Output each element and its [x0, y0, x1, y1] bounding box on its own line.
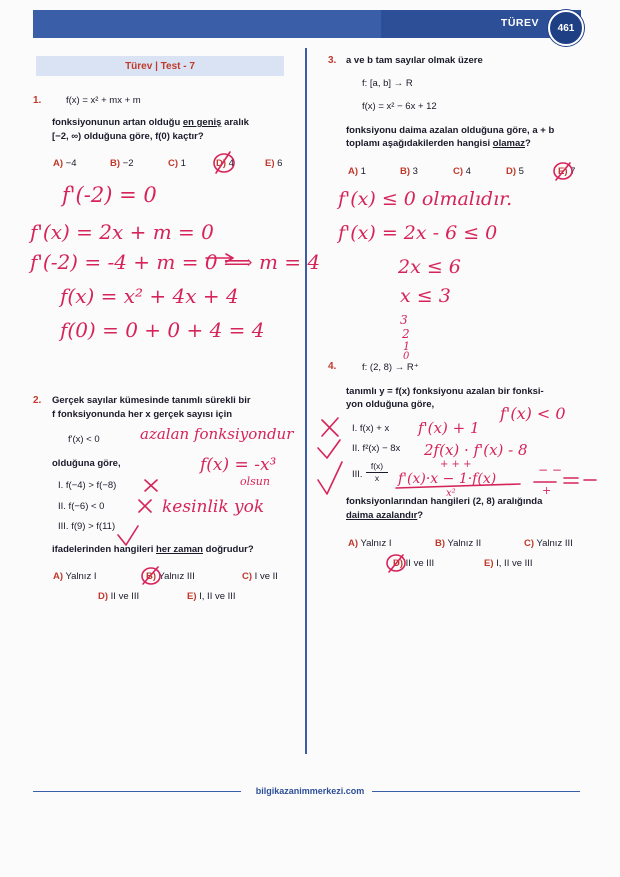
test-title: Türev | Test - 7 [36, 56, 284, 76]
option-value: 5 [518, 166, 524, 177]
q4-hw-n5: x² [446, 488, 456, 499]
option-value: 4 [228, 158, 234, 169]
q1-text-line2: [−2, ∞) olduğuna göre, f(0) kaçtır? [52, 131, 204, 142]
option-letter: A) [348, 538, 359, 549]
q3-text-a: toplamı aşağıdakilerden hangisi [346, 138, 493, 149]
option-value: Yalnız I [360, 538, 392, 549]
q4-question-line1: fonksiyonlarından hangileri (2, 8) aralığında [346, 496, 543, 507]
q3-hw-line2: f'(x) = 2x - 6 ≤ 0 [338, 222, 498, 244]
q2-line1: Gerçek sayılar kümesinde tanımlı sürekli bir [52, 395, 251, 406]
option-value: I, II ve III [199, 591, 236, 602]
q3-intro: a ve b tam sayılar olmak üzere [346, 55, 483, 66]
option-letter: B) [435, 538, 446, 549]
q1-hw-line3: f'(-2) = -4 + m = 0 ⟹ m = 4 [30, 250, 321, 274]
q3-text-b: ? [524, 138, 531, 149]
option-value: I, II ve III [496, 558, 533, 569]
q1-text-a: fonksiyonunun artan olduğu [52, 117, 183, 128]
q3-hw-line3: 2x ≤ 6 [398, 256, 461, 278]
q1-hw-line4: f(x) = x² + 4x + 4 [60, 284, 239, 308]
q3-function: f(x) = x² − 6x + 12 [362, 101, 437, 112]
option-value: 1 [180, 158, 186, 169]
q4-hw-n1: f'(x) < 0 [500, 404, 566, 423]
q1-answer-circle [214, 154, 234, 172]
q2-question-b: doğrudur? [203, 544, 254, 555]
q4-check-2 [318, 440, 340, 458]
q4-hw-equals [534, 478, 596, 483]
option-value: −2 [122, 158, 134, 169]
option-letter: A) [53, 571, 64, 582]
q2-cross-1 [145, 480, 157, 491]
q3-number: 3. [328, 55, 337, 66]
q4-fraction-denominator: x [374, 473, 380, 483]
q2-hw-note3: olsun [240, 475, 270, 488]
option-letter: D) [216, 158, 227, 169]
q1-text-underline: en geniş [182, 117, 222, 128]
option-value: 3 [412, 166, 418, 177]
q1-function: f(x) = x² + mx + m [66, 95, 141, 106]
option-value: Yalnız I [65, 571, 97, 582]
q4-item-1: I. f(x) + x [352, 423, 390, 434]
q1-hw-line5: f(0) = 0 + 0 + 4 = 4 [60, 318, 265, 342]
q4-line2: yon olduğuna göre, [346, 399, 435, 410]
q4-hw-n2: f'(x) + 1 [418, 419, 480, 437]
q3-hw-list-2: 2 [402, 327, 410, 341]
q4-number: 4. [328, 361, 337, 372]
q2-hw-note2: f(x) = -x³ [200, 455, 277, 475]
option-value: 6 [277, 158, 283, 169]
q3-text-underline: olamaz [492, 138, 525, 149]
q4-item-2: II. f²(x) − 8x [352, 443, 401, 454]
q1-hw-line1: f'(-2) = 0 [62, 183, 157, 207]
q2-cross-2 [139, 500, 151, 512]
q4-question-underline: daima azalandır [346, 510, 418, 521]
option-letter: D) [98, 591, 109, 602]
option-value: −4 [65, 158, 77, 169]
option-value: II ve III [405, 558, 435, 569]
q4-hw-n7: − − [538, 463, 562, 477]
q4-question-b: ? [417, 510, 424, 521]
q1-hw-line2: f'(x) = 2x + m = 0 [30, 220, 214, 244]
option-value: Yalnız III [536, 538, 573, 549]
q2-statement-2: II. f(−6) < 0 [58, 501, 105, 512]
option-letter: E) [187, 591, 197, 602]
q2-line2: f fonksiyonunda her x gerçek sayısı için [52, 409, 233, 420]
q2-statement-1: I. f(−4) > f(−8) [58, 480, 117, 491]
option-letter: A) [348, 166, 359, 177]
q3-text-line1: fonksiyonu daima azalan olduğuna göre, a + b [346, 125, 555, 136]
option-letter: B) [110, 158, 121, 169]
option-letter: E) [265, 158, 275, 169]
q2-check-3 [118, 526, 138, 545]
q2-number: 2. [33, 395, 42, 406]
page-number-badge: 461 [548, 10, 584, 46]
q4-cross-1 [322, 418, 338, 436]
q4-line1: tanımlı y = f(x) fonksiyonu azalan bir fonksi- [346, 386, 544, 397]
q1-number: 1. [33, 95, 42, 106]
q2-hw-note1: azalan fonksiyondur [140, 425, 294, 443]
option-letter: A) [53, 158, 64, 169]
option-letter: B) [400, 166, 411, 177]
q3-hw-list-1: 1 [403, 340, 410, 353]
q2-line3: olduğuna göre, [52, 458, 121, 469]
q4-hw-n4: f'(x)·x − 1·f(x) [398, 471, 497, 487]
header-title: TÜREV [500, 17, 539, 29]
option-letter: E) [484, 558, 494, 569]
option-value: I ve II [254, 571, 278, 582]
option-letter: B) [146, 571, 157, 582]
q4-domain: f: (2, 8) → R⁺ [362, 362, 419, 373]
q4-fraction-numerator: f(x) [366, 461, 388, 473]
q2-hw-note4: kesinlik yok [162, 497, 265, 517]
option-letter: C) [242, 571, 253, 582]
option-value: 4 [465, 166, 471, 177]
footer-url[interactable]: bilgikazanimmerkezi.com [255, 786, 365, 796]
option-letter: C) [168, 158, 179, 169]
option-value: Yalnız III [158, 571, 195, 582]
q3-hw-line1: f'(x) ≤ 0 olmalıdır. [338, 188, 513, 210]
q4-item-3: III. [352, 469, 363, 480]
option-letter: D) [393, 558, 404, 569]
option-value: II ve III [110, 591, 140, 602]
q4-check-3 [318, 462, 342, 494]
option-value: Yalnız II [447, 538, 482, 549]
q4-hw-fraction-bar [396, 484, 520, 488]
q2-question-a: ifadelerinden hangileri [52, 544, 156, 555]
q2-question-underline: her zaman [156, 544, 203, 555]
option-letter: E) [558, 166, 568, 177]
q4-hw-n6: + + + [440, 459, 472, 470]
q2-statement-3: III. f(9) > f(11) [58, 521, 116, 532]
q3-domain: f: [a, b] → R [362, 78, 413, 89]
q3-hw-list-3: 3 [400, 313, 408, 327]
q2-condition: f'(x) < 0 [68, 434, 100, 445]
option-value: 1 [360, 166, 366, 177]
q4-hw-n3: 2f(x) · f'(x) - 8 [424, 441, 528, 459]
q1-hw-arrow [206, 254, 233, 262]
option-value: 7 [570, 166, 576, 177]
q3-hw-list-0: 0 [403, 351, 410, 362]
option-letter: C) [453, 166, 464, 177]
option-letter: D) [506, 166, 517, 177]
q4-hw-n8: + [542, 484, 552, 497]
option-letter: C) [524, 538, 535, 549]
q3-hw-line4: x ≤ 3 [400, 285, 451, 307]
q1-text-b: aralık [221, 117, 249, 128]
